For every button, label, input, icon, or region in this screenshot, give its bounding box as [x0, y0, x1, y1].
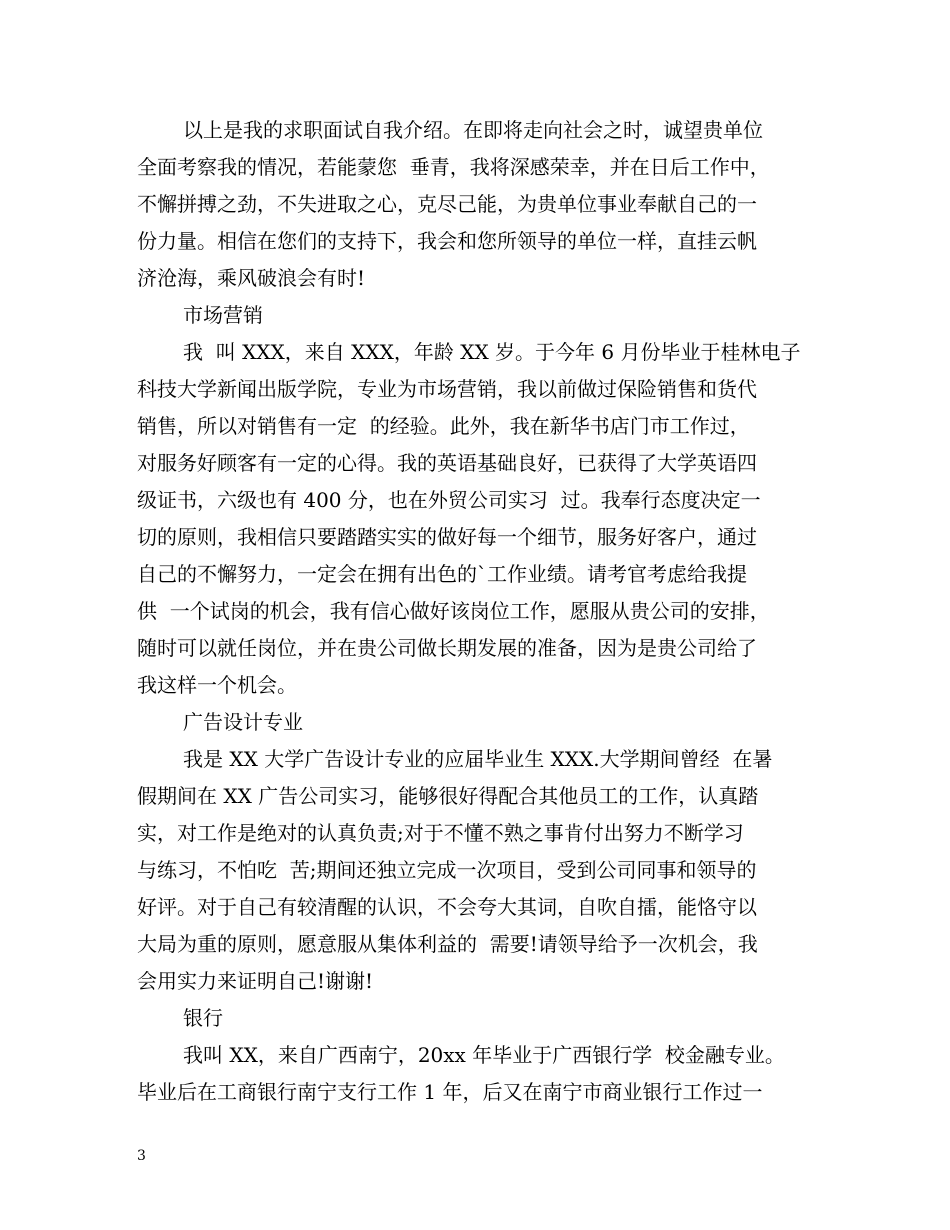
- text-line: 大局为重的原则，愿意服从集体利益的 需要!请领导给予一次机会，我: [137, 932, 758, 956]
- text-line: 好评。对于自己有较清醒的认识，不会夸大其词，自吹自擂，能恪守以: [137, 895, 757, 919]
- text-line: 自己的不懈努力，一定会在拥有出色的`工作业绩。请考官考虑给我提: [137, 562, 747, 586]
- text-line: 对服务好顾客有一定的心得。我的英语基础良好，已获得了大学英语四: [137, 451, 757, 475]
- text-line: 随时可以就任岗位，并在贵公司做长期发展的准备，因为是贵公司给了: [137, 636, 757, 660]
- text-line: 以上是我的求职面试自我介绍。在即将走向社会之时，诚望贵单位: [183, 118, 763, 142]
- text-line: 全面考察我的情况，若能蒙您 垂青，我将深感荣幸，并在日后工作中，: [137, 155, 770, 179]
- text-line: 我这样一个机会。: [137, 673, 297, 697]
- text-line: 我是 XX 大学广告设计专业的应届毕业生 XXX.大学期间曾经 在暑: [183, 747, 773, 771]
- section-heading: 银行: [183, 1006, 223, 1030]
- text-line: 不懈拼搏之劲，不失进取之心，克尽己能，为贵单位事业奉献自己的一: [137, 192, 757, 216]
- text-line: 切的原则，我相信只要踏踏实实的做好每一个细节，服务好客户，通过: [137, 525, 757, 549]
- text-line: 销售，所以对销售有一定 的经验。此外，我在新华书店门市工作过，: [137, 414, 750, 438]
- text-line: 毕业后在工商银行南宁支行工作 1 年，后又在南宁市商业银行工作过一: [137, 1080, 763, 1104]
- text-line: 科技大学新闻出版学院，专业为市场营销，我以前做过保险销售和货代: [137, 377, 757, 401]
- text-line: 济沧海，乘风破浪会有时!: [137, 266, 366, 290]
- text-line: 我叫 XX，来自广西南宁，20xx 年毕业于广西银行学 校金融专业。: [183, 1043, 785, 1067]
- section-heading: 市场营销: [183, 303, 263, 327]
- text-line: 级证书，六级也有 400 分，也在外贸公司实习 过。我奉行态度决定一: [137, 488, 761, 512]
- text-line: 会用实力来证明自己!谢谢!: [137, 969, 374, 993]
- text-line: 与练习，不怕吃 苦;期间还独立完成一次项目，受到公司同事和领导的: [137, 858, 757, 882]
- page-number: 3: [137, 1148, 146, 1164]
- text-line: 供 一个试岗的机会，我有信心做好该岗位工作，愿服从贵公司的安排，: [137, 599, 770, 623]
- text-line: 实，对工作是绝对的认真负责;对于不懂不熟之事肯付出努力不断学习: [137, 821, 744, 845]
- section-heading: 广告设计专业: [183, 710, 303, 734]
- text-line: 假期间在 XX 广告公司实习，能够很好得配合其他员工的工作，认真踏: [137, 784, 759, 808]
- text-line: 我 叫 XXX，来自 XXX，年龄 XX 岁。于今年 6 月份毕业于桂林电子: [183, 340, 801, 364]
- text-line: 份力量。相信在您们的支持下，我会和您所领导的单位一样，直挂云帆: [137, 229, 757, 253]
